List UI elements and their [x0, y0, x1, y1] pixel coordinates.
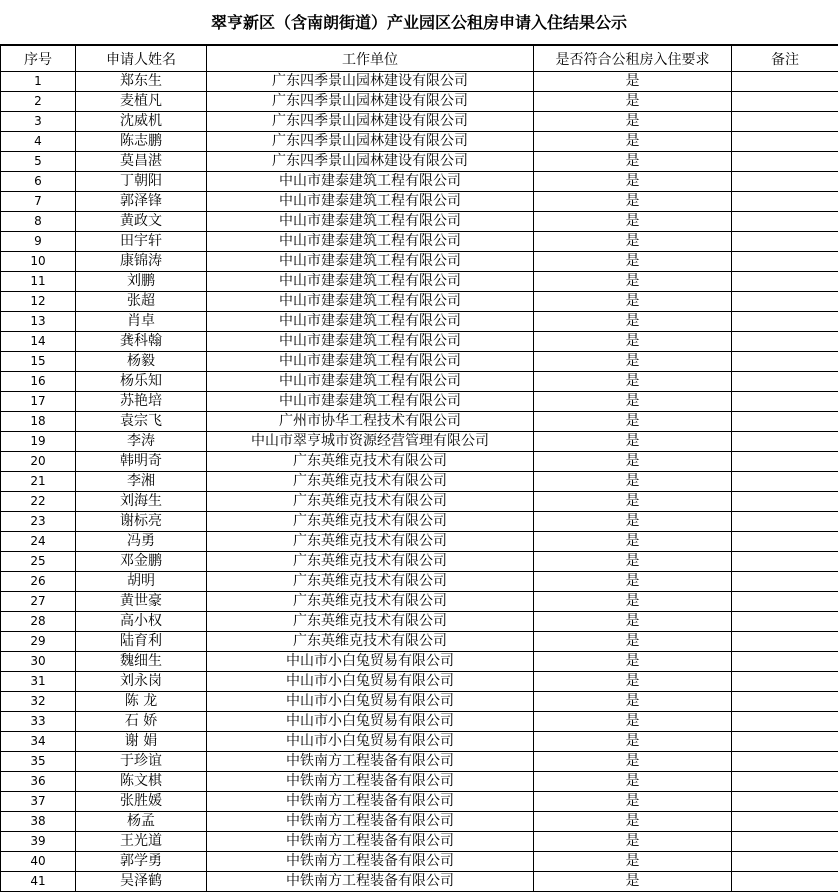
table-row [1, 852, 838, 872]
cell-seq[interactable]: 37 [1, 792, 76, 812]
cell-seq[interactable]: 8 [1, 212, 76, 232]
cell-seq[interactable]: 11 [1, 272, 76, 292]
cell-remarks[interactable] [732, 292, 838, 312]
cell-remarks[interactable] [732, 412, 838, 432]
cell-seq[interactable]: 14 [1, 332, 76, 352]
table-row [1, 492, 838, 512]
cell-eligibility[interactable]: 是 [534, 852, 732, 872]
cell-employer[interactable]: 中山市建泰建筑工程有限公司 [207, 292, 534, 312]
cell-eligibility[interactable]: 是 [534, 92, 732, 112]
cell-seq[interactable]: 17 [1, 392, 76, 412]
cell-eligibility[interactable]: 是 [534, 232, 732, 252]
cell-eligibility[interactable]: 是 [534, 672, 732, 692]
cell-applicant-name[interactable]: 刘鹏 [76, 272, 207, 292]
cell-applicant-name[interactable]: 高小权 [76, 612, 207, 632]
cell-applicant-name[interactable]: 陈文棋 [76, 772, 207, 792]
cell-applicant-name[interactable]: 刘海生 [76, 492, 207, 512]
cell-applicant-name[interactable]: 黄世豪 [76, 592, 207, 612]
table-row [1, 812, 838, 832]
cell-seq[interactable]: 25 [1, 552, 76, 572]
cell-employer[interactable]: 广东英维克技术有限公司 [207, 612, 534, 632]
cell-employer[interactable]: 广东英维克技术有限公司 [207, 512, 534, 532]
table-row [1, 392, 838, 412]
cell-eligibility[interactable]: 是 [534, 612, 732, 632]
cell-applicant-name[interactable]: 杨孟 [76, 812, 207, 832]
table-row [1, 292, 838, 312]
cell-eligibility[interactable]: 是 [534, 72, 732, 92]
cell-seq[interactable]: 13 [1, 312, 76, 332]
cell-employer[interactable]: 广东四季景山园林建设有限公司 [207, 152, 534, 172]
cell-remarks[interactable] [732, 612, 838, 632]
cell-seq[interactable]: 2 [1, 92, 76, 112]
cell-applicant-name[interactable]: 麦植凡 [76, 92, 207, 112]
cell-applicant-name[interactable]: 张胜媛 [76, 792, 207, 812]
cell-seq[interactable]: 34 [1, 732, 76, 752]
cell-seq[interactable]: 5 [1, 152, 76, 172]
cell-applicant-name[interactable]: 郑东生 [76, 72, 207, 92]
cell-seq[interactable]: 35 [1, 752, 76, 772]
cell-eligibility[interactable]: 是 [534, 152, 732, 172]
cell-employer[interactable]: 广州市协华工程技术有限公司 [207, 412, 534, 432]
cell-applicant-name[interactable]: 胡明 [76, 572, 207, 592]
cell-remarks[interactable] [732, 212, 838, 232]
table-row [1, 732, 838, 752]
table-row [1, 652, 838, 672]
cell-remarks[interactable] [732, 92, 838, 112]
cell-eligibility[interactable]: 是 [534, 712, 732, 732]
cell-applicant-name[interactable]: 郭学勇 [76, 852, 207, 872]
cell-applicant-name[interactable]: 张超 [76, 292, 207, 312]
cell-applicant-name[interactable]: 吴泽鹤 [76, 872, 207, 892]
cell-seq[interactable]: 40 [1, 852, 76, 872]
table-row [1, 612, 838, 632]
cell-employer[interactable]: 广东英维克技术有限公司 [207, 472, 534, 492]
table-row [1, 352, 838, 372]
cell-seq[interactable]: 9 [1, 232, 76, 252]
table-row [1, 112, 838, 132]
cell-seq[interactable]: 30 [1, 652, 76, 672]
cell-eligibility[interactable]: 是 [534, 112, 732, 132]
cell-seq[interactable]: 39 [1, 832, 76, 852]
cell-seq[interactable]: 36 [1, 772, 76, 792]
cell-employer[interactable]: 中山市小白兔贸易有限公司 [207, 692, 534, 712]
cell-eligibility[interactable]: 是 [534, 492, 732, 512]
table-row [1, 832, 838, 852]
cell-applicant-name[interactable]: 丁朝阳 [76, 172, 207, 192]
cell-eligibility[interactable]: 是 [534, 812, 732, 832]
cell-employer[interactable]: 中铁南方工程装备有限公司 [207, 852, 534, 872]
cell-eligibility[interactable]: 是 [534, 312, 732, 332]
header-applicant-name[interactable]: 申请人姓名 [76, 46, 207, 72]
table-row [1, 92, 838, 112]
cell-applicant-name[interactable]: 冯勇 [76, 532, 207, 552]
cell-employer[interactable]: 广东英维克技术有限公司 [207, 632, 534, 652]
cell-remarks[interactable] [732, 112, 838, 132]
cell-remarks[interactable] [732, 392, 838, 412]
table-row [1, 712, 838, 732]
cell-remarks[interactable] [732, 172, 838, 192]
cell-seq[interactable]: 4 [1, 132, 76, 152]
table-row [1, 552, 838, 572]
cell-applicant-name[interactable]: 李涛 [76, 432, 207, 452]
cell-remarks[interactable] [732, 712, 838, 732]
cell-employer[interactable]: 广东四季景山园林建设有限公司 [207, 132, 534, 152]
cell-eligibility[interactable]: 是 [534, 432, 732, 452]
cell-applicant-name[interactable]: 沈威机 [76, 112, 207, 132]
cell-employer[interactable]: 中铁南方工程装备有限公司 [207, 832, 534, 852]
cell-employer[interactable]: 中山市小白兔贸易有限公司 [207, 732, 534, 752]
cell-remarks[interactable] [732, 492, 838, 512]
cell-employer[interactable]: 中山市建泰建筑工程有限公司 [207, 352, 534, 372]
cell-seq[interactable]: 20 [1, 452, 76, 472]
table-row [1, 592, 838, 612]
cell-eligibility[interactable]: 是 [534, 332, 732, 352]
cell-remarks[interactable] [732, 452, 838, 472]
cell-employer[interactable]: 中山市建泰建筑工程有限公司 [207, 372, 534, 392]
cell-remarks[interactable] [732, 432, 838, 452]
cell-applicant-name[interactable]: 杨毅 [76, 352, 207, 372]
cell-eligibility[interactable]: 是 [534, 792, 732, 812]
table-row [1, 152, 838, 172]
table-row [1, 332, 838, 352]
cell-employer[interactable]: 广东英维克技术有限公司 [207, 452, 534, 472]
cell-remarks[interactable] [732, 752, 838, 772]
cell-applicant-name[interactable]: 陈志鹏 [76, 132, 207, 152]
cell-applicant-name[interactable]: 李湘 [76, 472, 207, 492]
cell-applicant-name[interactable]: 刘永岗 [76, 672, 207, 692]
table-row [1, 232, 838, 252]
cell-employer[interactable]: 中铁南方工程装备有限公司 [207, 752, 534, 772]
cell-employer[interactable]: 广东四季景山园林建设有限公司 [207, 92, 534, 112]
cell-applicant-name[interactable]: 邓金鹏 [76, 552, 207, 572]
cell-remarks[interactable] [732, 592, 838, 612]
table-row [1, 372, 838, 392]
table-row [1, 412, 838, 432]
cell-remarks[interactable] [732, 532, 838, 552]
cell-eligibility[interactable]: 是 [534, 772, 732, 792]
cell-seq[interactable]: 15 [1, 352, 76, 372]
cell-employer[interactable]: 中山市翠亨城市资源经营管理有限公司 [207, 432, 534, 452]
cell-employer[interactable]: 中山市建泰建筑工程有限公司 [207, 252, 534, 272]
cell-eligibility[interactable]: 是 [534, 272, 732, 292]
cell-applicant-name[interactable]: 陈 龙 [76, 692, 207, 712]
cell-employer[interactable]: 中山市建泰建筑工程有限公司 [207, 172, 534, 192]
cell-remarks[interactable] [732, 72, 838, 92]
table-row [1, 672, 838, 692]
cell-employer[interactable]: 中山市建泰建筑工程有限公司 [207, 192, 534, 212]
cell-remarks[interactable] [732, 652, 838, 672]
cell-seq[interactable]: 18 [1, 412, 76, 432]
cell-seq[interactable]: 12 [1, 292, 76, 312]
cell-remarks[interactable] [732, 132, 838, 152]
cell-eligibility[interactable]: 是 [534, 352, 732, 372]
cell-remarks[interactable] [732, 632, 838, 652]
cell-employer[interactable]: 广东英维克技术有限公司 [207, 492, 534, 512]
cell-eligibility[interactable]: 是 [534, 392, 732, 412]
cell-employer[interactable]: 中山市小白兔贸易有限公司 [207, 672, 534, 692]
cell-remarks[interactable] [732, 572, 838, 592]
cell-seq[interactable]: 38 [1, 812, 76, 832]
cell-seq[interactable]: 3 [1, 112, 76, 132]
cell-seq[interactable]: 27 [1, 592, 76, 612]
cell-eligibility[interactable]: 是 [534, 212, 732, 232]
cell-eligibility[interactable]: 是 [534, 872, 732, 892]
sheet-title: 翠亨新区（含南朗街道）产业园区公租房申请入住结果公示 [0, 0, 838, 45]
cell-remarks[interactable] [732, 372, 838, 392]
cell-eligibility[interactable]: 是 [534, 632, 732, 652]
table-row [1, 312, 838, 332]
header-remarks[interactable]: 备注 [732, 46, 838, 72]
cell-applicant-name[interactable]: 王光道 [76, 832, 207, 852]
table-row [1, 172, 838, 192]
cell-seq[interactable]: 16 [1, 372, 76, 392]
cell-employer[interactable]: 广东英维克技术有限公司 [207, 592, 534, 612]
cell-eligibility[interactable]: 是 [534, 592, 732, 612]
table-row [1, 752, 838, 772]
cell-seq[interactable]: 41 [1, 872, 76, 892]
cell-applicant-name[interactable]: 石 娇 [76, 712, 207, 732]
cell-seq[interactable]: 26 [1, 572, 76, 592]
header-seq[interactable]: 序号 [1, 46, 76, 72]
cell-remarks[interactable] [732, 192, 838, 212]
cell-eligibility[interactable]: 是 [534, 532, 732, 552]
cell-applicant-name[interactable]: 袁宗飞 [76, 412, 207, 432]
cell-remarks[interactable] [732, 812, 838, 832]
table-row [1, 472, 838, 492]
cell-eligibility[interactable]: 是 [534, 172, 732, 192]
cell-remarks[interactable] [732, 852, 838, 872]
cell-eligibility[interactable]: 是 [534, 452, 732, 472]
cell-remarks[interactable] [732, 352, 838, 372]
cell-seq[interactable]: 7 [1, 192, 76, 212]
cell-employer[interactable]: 中铁南方工程装备有限公司 [207, 812, 534, 832]
cell-employer[interactable]: 中山市小白兔贸易有限公司 [207, 712, 534, 732]
cell-eligibility[interactable]: 是 [534, 412, 732, 432]
cell-remarks[interactable] [732, 312, 838, 332]
cell-seq[interactable]: 31 [1, 672, 76, 692]
cell-employer[interactable]: 广东英维克技术有限公司 [207, 552, 534, 572]
header-row [1, 46, 838, 72]
cell-applicant-name[interactable]: 康锦涛 [76, 252, 207, 272]
table-row [1, 72, 838, 92]
cell-applicant-name[interactable]: 肖卓 [76, 312, 207, 332]
cell-remarks[interactable] [732, 672, 838, 692]
table-body [1, 72, 838, 892]
cell-applicant-name[interactable]: 田宇轩 [76, 232, 207, 252]
cell-applicant-name[interactable]: 苏艳培 [76, 392, 207, 412]
cell-seq[interactable]: 10 [1, 252, 76, 272]
cell-employer[interactable]: 中铁南方工程装备有限公司 [207, 772, 534, 792]
cell-employer[interactable]: 中山市小白兔贸易有限公司 [207, 652, 534, 672]
cell-employer[interactable]: 中铁南方工程装备有限公司 [207, 792, 534, 812]
cell-remarks[interactable] [732, 152, 838, 172]
cell-applicant-name[interactable]: 魏细生 [76, 652, 207, 672]
cell-employer[interactable]: 广东英维克技术有限公司 [207, 572, 534, 592]
cell-seq[interactable]: 1 [1, 72, 76, 92]
cell-seq[interactable]: 29 [1, 632, 76, 652]
cell-eligibility[interactable]: 是 [534, 252, 732, 272]
cell-eligibility[interactable]: 是 [534, 292, 732, 312]
cell-applicant-name[interactable]: 杨乐知 [76, 372, 207, 392]
table-row [1, 512, 838, 532]
cell-employer[interactable]: 中山市建泰建筑工程有限公司 [207, 312, 534, 332]
cell-applicant-name[interactable]: 陆育利 [76, 632, 207, 652]
cell-employer[interactable]: 广东英维克技术有限公司 [207, 532, 534, 552]
table-row [1, 432, 838, 452]
cell-remarks[interactable] [732, 252, 838, 272]
header-eligibility[interactable]: 是否符合公租房入住要求 [534, 46, 732, 72]
cell-remarks[interactable] [732, 272, 838, 292]
cell-employer[interactable]: 广东四季景山园林建设有限公司 [207, 72, 534, 92]
table-row [1, 692, 838, 712]
cell-remarks[interactable] [732, 732, 838, 752]
cell-remarks[interactable] [732, 872, 838, 892]
cell-applicant-name[interactable]: 于珍谊 [76, 752, 207, 772]
table-row [1, 452, 838, 472]
table-row [1, 272, 838, 292]
header-employer[interactable]: 工作单位 [207, 46, 534, 72]
cell-eligibility[interactable]: 是 [534, 552, 732, 572]
cell-seq[interactable]: 21 [1, 472, 76, 492]
results-table [0, 45, 838, 892]
table-row [1, 212, 838, 232]
cell-employer[interactable]: 中铁南方工程装备有限公司 [207, 872, 534, 892]
cell-seq[interactable]: 6 [1, 172, 76, 192]
table-row [1, 772, 838, 792]
cell-employer[interactable]: 中山市建泰建筑工程有限公司 [207, 232, 534, 252]
cell-eligibility[interactable]: 是 [534, 512, 732, 532]
cell-applicant-name[interactable]: 郭泽锋 [76, 192, 207, 212]
cell-employer[interactable]: 中山市建泰建筑工程有限公司 [207, 332, 534, 352]
cell-eligibility[interactable]: 是 [534, 132, 732, 152]
cell-remarks[interactable] [732, 332, 838, 352]
table-row [1, 532, 838, 552]
table-row [1, 872, 838, 892]
cell-applicant-name[interactable]: 黄政文 [76, 212, 207, 232]
table-row [1, 632, 838, 652]
table-row [1, 192, 838, 212]
cell-applicant-name[interactable]: 谢 娟 [76, 732, 207, 752]
cell-eligibility[interactable]: 是 [534, 832, 732, 852]
cell-seq[interactable]: 28 [1, 612, 76, 632]
table-row [1, 252, 838, 272]
cell-applicant-name[interactable]: 龚科翰 [76, 332, 207, 352]
cell-employer[interactable]: 中山市建泰建筑工程有限公司 [207, 212, 534, 232]
cell-seq[interactable]: 23 [1, 512, 76, 532]
cell-employer[interactable]: 中山市建泰建筑工程有限公司 [207, 392, 534, 412]
cell-applicant-name[interactable]: 韩明奇 [76, 452, 207, 472]
cell-employer[interactable]: 中山市建泰建筑工程有限公司 [207, 272, 534, 292]
cell-eligibility[interactable]: 是 [534, 732, 732, 752]
cell-remarks[interactable] [732, 832, 838, 852]
cell-remarks[interactable] [732, 792, 838, 812]
cell-remarks[interactable] [732, 772, 838, 792]
cell-seq[interactable]: 19 [1, 432, 76, 452]
cell-remarks[interactable] [732, 232, 838, 252]
cell-eligibility[interactable]: 是 [534, 752, 732, 772]
cell-remarks[interactable] [732, 472, 838, 492]
cell-eligibility[interactable]: 是 [534, 572, 732, 592]
cell-seq[interactable]: 24 [1, 532, 76, 552]
cell-seq[interactable]: 32 [1, 692, 76, 712]
cell-remarks[interactable] [732, 512, 838, 532]
cell-remarks[interactable] [732, 552, 838, 572]
cell-eligibility[interactable]: 是 [534, 472, 732, 492]
table-row [1, 792, 838, 812]
cell-applicant-name[interactable]: 谢标亮 [76, 512, 207, 532]
table-row [1, 572, 838, 592]
cell-seq[interactable]: 22 [1, 492, 76, 512]
cell-eligibility[interactable]: 是 [534, 652, 732, 672]
cell-applicant-name[interactable]: 莫昌湛 [76, 152, 207, 172]
cell-eligibility[interactable]: 是 [534, 372, 732, 392]
cell-remarks[interactable] [732, 692, 838, 712]
cell-eligibility[interactable]: 是 [534, 692, 732, 712]
table-row [1, 132, 838, 152]
cell-eligibility[interactable]: 是 [534, 192, 732, 212]
cell-employer[interactable]: 广东四季景山园林建设有限公司 [207, 112, 534, 132]
cell-seq[interactable]: 33 [1, 712, 76, 732]
